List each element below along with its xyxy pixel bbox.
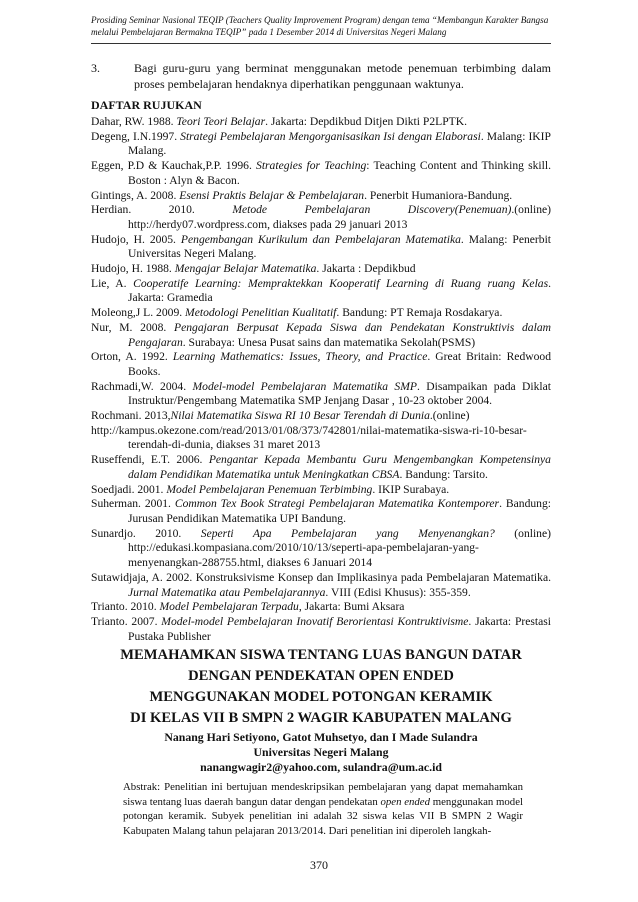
reference-pre: Soedjadi. 2001. bbox=[91, 482, 167, 496]
reference-post: , Jakarta: Bumi Aksara bbox=[298, 600, 405, 614]
title-line: DENGAN PENDEKATAN OPEN ENDED bbox=[188, 668, 454, 684]
point-text: Bagi guru-guru yang berminat menggunakan metode penemuan terbimbing dalam proses pembelajaran hendaknya diperhatikan penggunaan waktunya. bbox=[134, 61, 551, 91]
reference-post: . VIII (Edisi Khusus): 355-359. bbox=[325, 585, 471, 599]
reference-it: Esensi Praktis Belajar & Pembelajaran bbox=[179, 188, 365, 202]
reference-post: . Bandung: Jurusan Pendidikan Matematika UPI Bandung. bbox=[128, 497, 551, 525]
reference-entry bbox=[91, 409, 551, 424]
reference-it: Metodologi Penelitian Kualitatif bbox=[185, 306, 337, 320]
abstract-text-a: Abstrak: Penelitian ini bertujuan mendeskripsikan pembelajaran yang dapat memahamkan siswa tentang luas daerah bangun datar dengan pendekatan bbox=[123, 781, 523, 808]
reference-it: Teori Teori Belajar bbox=[176, 115, 266, 128]
reference-post: (online) http://edukasi.kompasiana.com/2010/10/13/seperti-apa-pembelajaran-yang-menyenangkan-288755.html, diakses 6 Januari 2014 bbox=[128, 526, 551, 570]
reference-it: Model-model Pembelajaran Matematika SMP bbox=[192, 379, 417, 393]
reference-pre: Lie, A. bbox=[91, 276, 134, 290]
reference-pre: Herdian. 2010. bbox=[91, 203, 233, 217]
running-header-line-2: melalui Pembelajaran Bermakna TEQIP” pada 1 Desember 2014 di Universitas Negeri Malang bbox=[91, 27, 447, 37]
title-line: DI KELAS VII B SMPN 2 WAGIR KABUPATEN MALANG bbox=[130, 710, 512, 726]
point-number: 3. bbox=[91, 61, 100, 75]
article-title bbox=[91, 645, 551, 729]
reference-it: Pengembangan Kurikulum dan Pembelajaran Matematika bbox=[180, 232, 461, 246]
reference-pre: Sutawidjaja, A. 2002. Konstruksivisme Konsep dan Implikasinya pada Pembelajaran Matematika. bbox=[91, 570, 551, 584]
reference-post: . Bandung: Tarsito. bbox=[399, 467, 488, 481]
reference-entry bbox=[91, 233, 551, 262]
reference-it: Nilai Matematika Siswa RI 10 Besar Terendah di Dunia bbox=[170, 409, 430, 423]
reference-entry bbox=[91, 527, 551, 571]
reference-post: . Malang: IKIP Malang. bbox=[128, 129, 551, 158]
reference-entry bbox=[91, 321, 551, 350]
reference-entry bbox=[91, 159, 551, 188]
reference-post: . Bandung: PT Remaja Rosdakarya. bbox=[336, 306, 503, 320]
reference-pre: Hudojo, H. 1988. bbox=[91, 262, 175, 276]
title-line: MENGGUNAKAN MODEL POTONGAN KERAMIK bbox=[149, 689, 493, 705]
reference-pre: Trianto. 2010. bbox=[91, 600, 160, 614]
author-affiliation: Universitas Negeri Malang bbox=[253, 745, 389, 759]
reference-post: . Surabaya: Unesa Pusat sains dan matematika Sekolah(PSMS) bbox=[182, 335, 476, 349]
reference-entry bbox=[91, 483, 551, 498]
reference-entry bbox=[91, 380, 551, 409]
reference-pre: Moleong,J L. 2009. bbox=[91, 306, 186, 320]
reference-it: Learning Mathematics: Issues, Theory, and Practice bbox=[172, 350, 428, 364]
abstract bbox=[123, 780, 523, 838]
reference-it: Model Pembelajaran Penemuan Terbimbing bbox=[166, 482, 373, 496]
reference-it: Model Pembelajaran Terpadu bbox=[159, 600, 299, 614]
reference-entry bbox=[91, 115, 551, 130]
reference-it: Strategies for Teaching bbox=[256, 159, 367, 173]
references-heading: DAFTAR RUJUKAN bbox=[91, 98, 202, 112]
reference-it: Metode Pembelajaran Discovery(Penemuan) bbox=[232, 203, 512, 217]
reference-entry bbox=[91, 277, 551, 306]
header-divider bbox=[91, 43, 551, 44]
reference-pre: Rochmani. 2013, bbox=[91, 409, 171, 423]
reference-it: Cooperatife Learning: Mempraktekkan Kooperatif Learning di Ruang ruang Kelas bbox=[133, 276, 549, 290]
reference-pre: Hudojo, H. 2005. bbox=[91, 232, 181, 246]
running-header bbox=[91, 14, 561, 38]
reference-pre: Eggen, P.D & Kauchak,P.P. 1996. bbox=[91, 159, 257, 173]
author-email: nanangwagir2@yahoo.com, sulandra@um.ac.id bbox=[200, 760, 442, 774]
reference-post: . Jakarta: Depdikbud Ditjen Dikti P2LPTK. bbox=[265, 115, 468, 128]
abstract-text-b: menggunakan model potongan keramik. Subyek penelitian ini adalah 32 siswa kelas VII B SMPN 2 Wagir Kabupaten Malang tahun pelajaran 2013/2014. Dari penelitian ini diperoleh langkah- bbox=[123, 795, 523, 837]
reference-entry bbox=[91, 189, 551, 204]
reference-it: Jurnal Matematika atau Pembelajarannya bbox=[128, 585, 326, 599]
conclusion-point-3 bbox=[91, 60, 551, 92]
reference-post: . Penerbit Humaniora-Bandung. bbox=[364, 188, 513, 202]
reference-entry bbox=[91, 453, 551, 482]
reference-post: . IKIP Surabaya. bbox=[372, 482, 450, 496]
reference-entry bbox=[91, 130, 551, 159]
reference-pre: Rachmadi,W. 2004. bbox=[91, 379, 193, 393]
title-line: MEMAHAMKAN SISWA TENTANG LUAS BANGUN DATAR bbox=[120, 647, 522, 663]
reference-pre: Trianto. 2007. bbox=[91, 614, 162, 628]
reference-entry bbox=[91, 571, 551, 600]
reference-it: Common Tex Book Strategi Pembelajaran Matematika Kontemporer bbox=[174, 497, 500, 511]
reference-entry bbox=[91, 203, 551, 232]
reference-post: . Great Britain: Redwood Books. bbox=[128, 350, 552, 378]
reference-pre: Degeng, I.N.1997. bbox=[91, 129, 181, 143]
reference-it: Seperti Apa Pembelajaran yang Menyenangkan? bbox=[200, 526, 495, 540]
abstract-text-italic: open ended bbox=[380, 795, 430, 808]
page-number: 370 bbox=[310, 858, 328, 872]
reference-it: Mengajar Belajar Matematika bbox=[174, 262, 317, 276]
reference-post: . Malang: Penerbit Universitas Negeri Malang. bbox=[128, 232, 552, 261]
reference-pre: Sunardjo. 2010. bbox=[91, 526, 201, 540]
reference-it: Pengantar Kepada Membantu Guru Mengembangkan Kompetensinya dalam Pendidikan Matematika untuk Meningkatkan CBSA bbox=[128, 453, 551, 481]
reference-post: . Jakarta : Depdikbud bbox=[316, 262, 416, 276]
reference-entry bbox=[91, 615, 551, 644]
reference-entry bbox=[91, 424, 551, 453]
reference-pre: Dahar, RW. 1988. bbox=[91, 115, 177, 128]
reference-post: .(online) bbox=[429, 409, 470, 423]
reference-post: .(online) http://herdy07.wordpress.com, diakses pada 29 januari 2013 bbox=[128, 203, 552, 231]
reference-entry bbox=[91, 262, 551, 277]
running-header-line-1: Prosiding Seminar Nasional TEQIP (Teachers Quality Improvement Program) dengan tema “Membangun Karakter Bangsa bbox=[91, 15, 549, 25]
reference-pre: http://kampus.okezone.com/read/2013/01/08/373/742801/nilai-matematika-siswa-ri-10-besar-terendah-di-dunia, diakses 31 maret 2013 bbox=[91, 423, 527, 452]
reference-it: Model-model Pembelajaran Inovatif Berorientasi Kontruktivisme bbox=[161, 614, 469, 628]
author-block bbox=[91, 730, 551, 775]
reference-post: . Jakarta: Prestasi Pustaka Publisher bbox=[128, 614, 552, 643]
reference-pre: Nur, M. 2008. bbox=[91, 320, 175, 334]
reference-pre: Gintings, A. 2008. bbox=[91, 188, 180, 202]
reference-entry bbox=[91, 497, 551, 526]
reference-list bbox=[91, 115, 551, 644]
reference-it: Pengajaran Berpusat Kepada Siswa dan Pendekatan Konstruktivis dalam Pengajaran bbox=[128, 320, 551, 349]
reference-post: . Disampaikan pada Diklat Instruktur/Pengembang Matematika SMP Jenjang Dasar , 10-23 oktober 2004. bbox=[128, 379, 551, 408]
reference-pre: Orton, A. 1992. bbox=[91, 350, 173, 364]
reference-it: Strategi Pembelajaran Mengorganisasikan Isi dengan Elaborasi bbox=[180, 129, 481, 143]
reference-post: . Jakarta: Gramedia bbox=[128, 276, 552, 305]
reference-entry bbox=[91, 306, 551, 321]
reference-pre: Ruseffendi, E.T. 2006. bbox=[91, 453, 209, 467]
reference-post: : Teaching Content and Thinking skill. Boston : Alyn & Bacon. bbox=[128, 159, 551, 187]
reference-entry bbox=[91, 350, 551, 379]
reference-entry bbox=[91, 600, 551, 615]
author-names: Nanang Hari Setiyono, Gatot Muhsetyo, dan I Made Sulandra bbox=[164, 730, 478, 744]
reference-pre: Suherman. 2001. bbox=[91, 497, 175, 511]
